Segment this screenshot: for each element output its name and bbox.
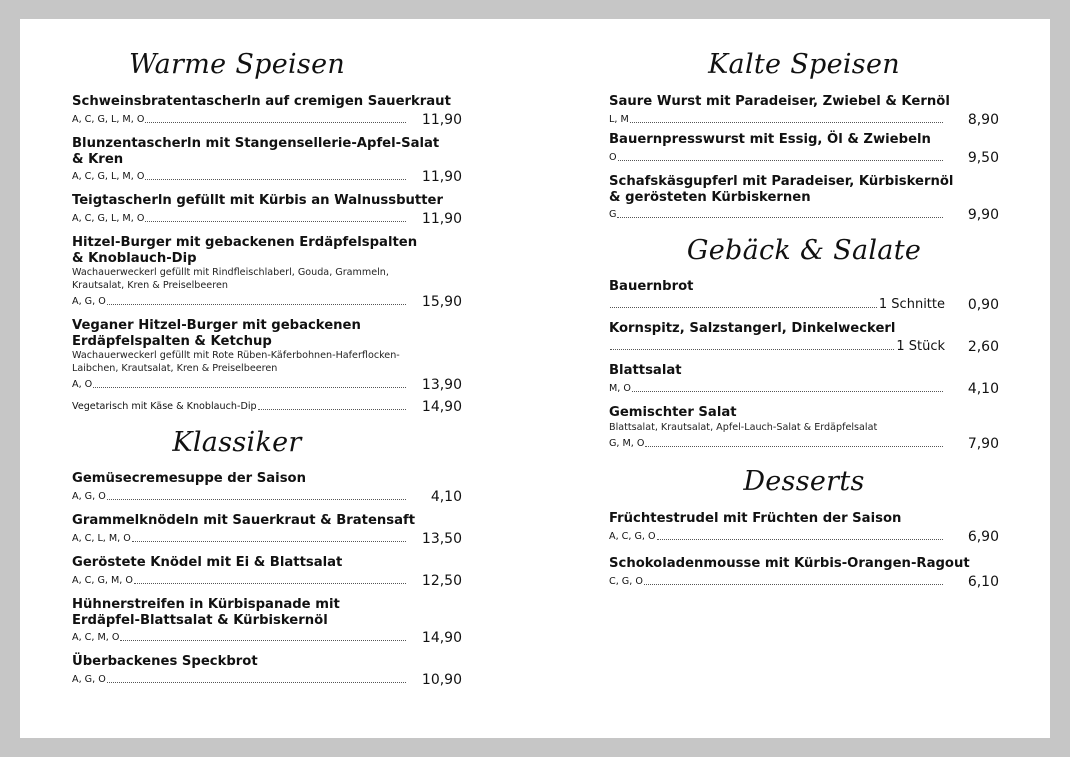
item-price: 8,90	[967, 111, 999, 128]
section-title-warme: Warme Speisen	[128, 49, 346, 80]
item-name: Hitzel-Burger mit gebackenen Erdäpfelspalten & Knoblauch-Dip	[72, 235, 418, 266]
item-allergens: A, C, G, O	[609, 530, 656, 542]
item-allergens: L, M	[609, 113, 629, 125]
menu-item	[72, 94, 462, 126]
item-price: 2,60	[967, 338, 999, 355]
item-price: 9,50	[967, 149, 999, 166]
section-title-kalte: Kalte Speisen	[708, 49, 900, 80]
item-price: 12,50	[421, 572, 462, 589]
item-price: 9,90	[967, 207, 999, 223]
item-description: Wachauerweckerl gefüllt mit Rindfleischlaberl, Gouda, Grammeln, Krautsalat, Kren & Preiselbeeren	[72, 267, 389, 291]
item-name: Schweinsbratentascherln auf cremigen Sauerkraut	[72, 94, 451, 109]
item-unit: 1 Schnitte	[878, 296, 945, 312]
item-name: Bauernbrot	[609, 279, 694, 294]
menu-item	[72, 471, 462, 503]
menu-item	[609, 279, 999, 311]
item-unit: 1 Stück	[896, 338, 945, 354]
item-allergens: A, G, O	[72, 673, 106, 685]
menu-item	[609, 94, 999, 126]
item-name: Gemüsecremesuppe der Saison	[72, 471, 306, 486]
item-name: Veganer Hitzel-Burger mit gebackenen Erdäpfelspalten & Ketchup	[72, 318, 361, 349]
menu-item	[609, 363, 999, 395]
item-price: 11,90	[421, 210, 462, 227]
item-name: Gemischter Salat	[609, 405, 737, 420]
item-price: 13,90	[421, 377, 462, 393]
item-allergens: A, G, O	[72, 296, 106, 307]
item-name: Schokoladenmousse mit Kürbis-Orangen-Ragout	[609, 556, 970, 571]
menu-item	[72, 318, 462, 391]
item-allergens: G, M, O	[609, 438, 645, 449]
item-name: Früchtestrudel mit Früchten der Saison	[609, 511, 902, 526]
item-name: Geröstete Knödel mit Ei & Blattsalat	[72, 555, 343, 570]
item-allergens: A, C, G, L, M, O	[72, 212, 145, 224]
item-allergens: C, G, O	[609, 575, 643, 587]
item-price: 7,90	[967, 436, 999, 452]
item-name: Überbackenes Speckbrot	[72, 654, 258, 669]
menu-item	[609, 174, 999, 221]
menu-item	[609, 321, 999, 353]
item-price: 0,90	[967, 296, 999, 313]
item-allergens: G	[609, 209, 617, 220]
item-price: 15,90	[421, 294, 462, 310]
item-price: 14,90	[421, 630, 462, 646]
menu-page	[20, 19, 1050, 738]
item-allergens: A, C, G, L, M, O	[72, 171, 145, 182]
item-allergens: A, C, G, M, O	[72, 574, 133, 586]
item-price: 6,10	[967, 573, 999, 590]
item-allergens: O	[609, 151, 617, 163]
menu-item	[609, 132, 999, 164]
menu-item	[72, 654, 462, 686]
item-price: 10,90	[421, 671, 462, 688]
item-price: 13,50	[421, 530, 462, 547]
item-price: 11,90	[421, 169, 462, 185]
menu-item	[72, 235, 462, 308]
item-variant: Vegetarisch mit Käse & Knoblauch-Dip	[72, 401, 257, 412]
section-title-desserts: Desserts	[743, 466, 865, 497]
menu-item-variant	[72, 397, 462, 413]
item-name: Schafskäsgupferl mit Paradeiser, Kürbiskernöl & gerösteten Kürbiskernen	[609, 174, 954, 205]
item-name: Hühnerstreifen in Kürbispanade mit Erdäpfel-Blattsalat & Kürbiskernöl	[72, 597, 340, 628]
item-description: Blattsalat, Krautsalat, Apfel-Lauch-Salat & Erdäpfelsalat	[609, 421, 878, 433]
menu-item	[609, 556, 999, 588]
menu-item	[609, 405, 999, 450]
menu-item	[72, 555, 462, 587]
menu-item	[72, 597, 462, 644]
item-description: Wachauerweckerl gefüllt mit Rote Rüben-Käferbohnen-Haferflocken- Laibchen, Krautsalat, Kren & Preiselbeeren	[72, 350, 400, 374]
section-title-klassiker: Klassiker	[172, 427, 302, 458]
item-allergens: A, C, L, M, O	[72, 532, 131, 544]
item-price: 6,90	[967, 528, 999, 545]
item-name: Blunzentascherln mit Stangensellerie-Apfel-Salat & Kren	[72, 136, 440, 167]
item-price: 4,10	[967, 380, 999, 397]
item-price: 14,90	[421, 399, 462, 415]
item-price: 4,10	[430, 488, 462, 505]
item-name: Bauernpresswurst mit Essig, Öl & Zwiebeln	[609, 132, 931, 147]
menu-item	[72, 193, 462, 225]
item-name: Teigtascherln gefüllt mit Kürbis an Walnussbutter	[72, 193, 443, 208]
item-price: 11,90	[421, 111, 462, 128]
menu-item	[72, 513, 462, 545]
item-allergens: A, O	[72, 379, 93, 390]
item-allergens: A, C, G, L, M, O	[72, 113, 145, 125]
item-name: Grammelknödeln mit Sauerkraut & Bratensaft	[72, 513, 416, 528]
section-title-gebaeck: Gebäck & Salate	[686, 235, 922, 266]
menu-item	[72, 136, 462, 183]
item-allergens: M, O	[609, 382, 631, 394]
item-allergens: A, G, O	[72, 490, 106, 502]
item-name: Kornspitz, Salzstangerl, Dinkelweckerl	[609, 321, 896, 336]
item-name: Saure Wurst mit Paradeiser, Zwiebel & Kernöl	[609, 94, 950, 109]
item-allergens: A, C, M, O	[72, 632, 120, 643]
menu-item	[609, 511, 999, 543]
item-name: Blattsalat	[609, 363, 682, 378]
